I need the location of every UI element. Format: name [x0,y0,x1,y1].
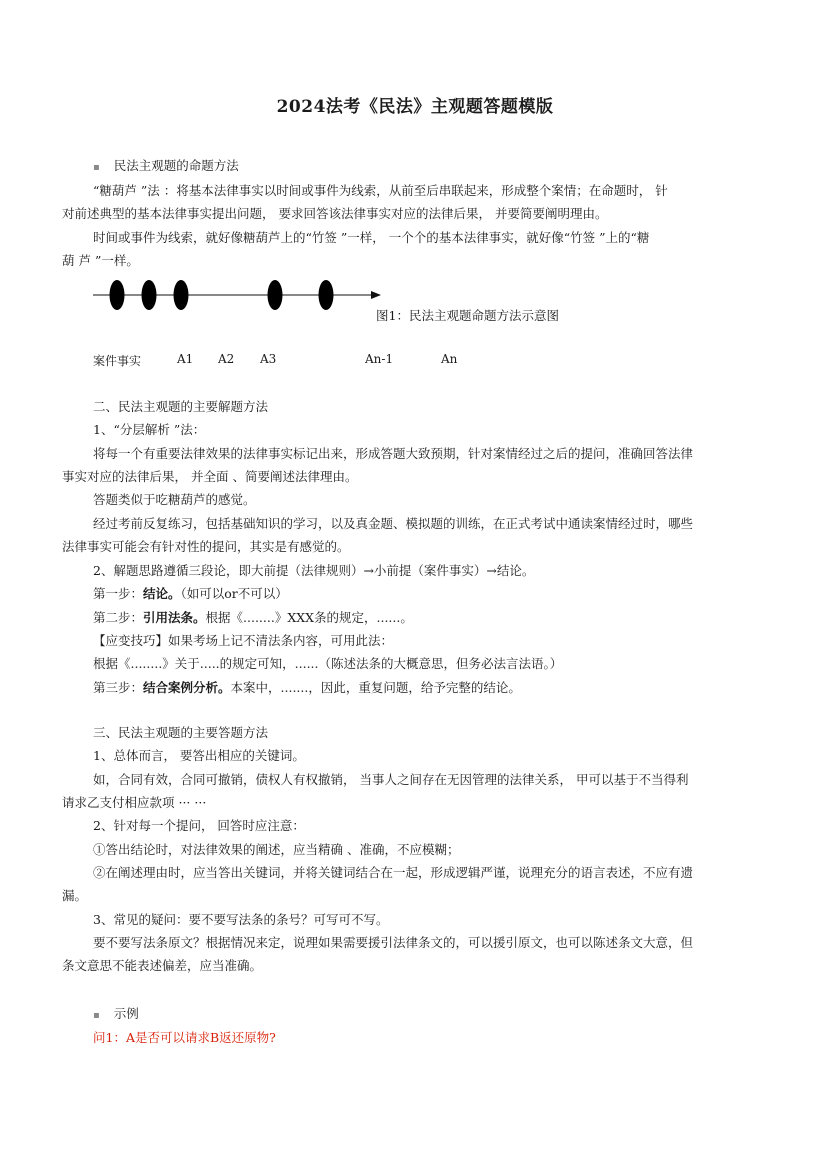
paragraph: 根据《........》关于.....的规定可知，......（陈述法条的大概意思，但务必法言法语。） [93,656,563,671]
paragraph: 葫 芦 ”一样。 [62,253,139,268]
paragraph: 1、“分层解析 ”法： [93,422,206,437]
paragraph: 请求乙支付相应款项 ··· ··· [62,795,207,810]
section-4-heading-text: 示例 [113,1006,139,1021]
label-a1: A1 [177,352,194,366]
bullet-icon: ▪ [93,162,100,173]
step-3: 第三步：结合案例分析。本案中，.......，因此，重复问题，给予完整的结论。 [93,680,521,695]
arrow-head-icon [371,291,381,299]
fact-node-an-1 [268,280,283,310]
paragraph: 条文意思不能表述偏差，应当准确。 [62,958,263,973]
paragraph: ②在阐述理由时，应当答出关键词，并将关键词结合在一起，形成逻辑严谨，说理充分的语言表述，不应有遗 [93,865,694,880]
paragraph: “糖葫芦 ”法 ：将基本法律事实以时间或事件为线索，从前至后串联起来，形成整个案情；在命题时， 针 [93,183,668,198]
paragraph: 时间或事件为线索，就好像糖葫芦上的“竹签 ”一样， 一个个的基本法律事实，就好像“竹签 ”上的“糖 [93,230,650,245]
example-question-1: 问1：A是否可以请求B返还原物? [93,1030,276,1045]
paragraph: 1、总体而言， 要答出相应的关键词。 [93,748,305,763]
label-an-1: An-1 [365,352,394,366]
paragraph: 要不要写法条原文？根据情况来定，说理如果需要援引法律条文的，可以援引原文，也可以陈述条文大意，但 [93,935,694,950]
paragraph: 3、常见的疑问：要不要写法条的条号？可写可不写。 [93,912,389,927]
section-2-heading: 二、民法主观题的主要解题方法 [93,399,269,414]
step-2: 第二步：引用法条。根据《........》XXX条的规定，......。 [93,610,413,625]
section-1-heading [93,158,239,176]
paragraph: 经过考前反复练习，包括基础知识的学习，以及真金题、模拟题的训练，在正式考试中通读案情经过时，哪些 [93,516,694,531]
paragraph: 2、针对每一个提问， 回答时应注意： [93,818,305,833]
paragraph: 漏。 [62,888,88,903]
fact-node-a1 [110,280,125,310]
paragraph: 如，合同有效，合同可撤销，债权人有权撤销， 当事人之间存在无因管理的法律关系， 甲可以基于不当得利 [93,772,689,787]
step-1: 第一步：结论。（如可以or不可以） [93,586,288,601]
section-4-heading [93,1006,139,1024]
label-an: An [441,352,458,366]
paragraph: 将每一个有重要法律效果的法律事实标记出来，形成答题大致预期，针对案情经过之后的提问，准确回答法律 [93,446,694,461]
figure-caption: 图1：民法主观题命题方法示意图 [376,308,559,323]
paragraph: 2、解题思路遵循三段论，即大前提（法律规则）→小前提（案件事实）→结论。 [93,563,535,578]
paragraph: 答题类似于吃糖葫芦的感觉。 [93,492,256,507]
paragraph: 对前述典型的基本法律事实提出问题， 要求回答该法律事实对应的法律后果， 并要简要阐明理由。 [62,206,608,221]
fact-node-an [319,280,334,310]
fact-node-a2 [142,280,157,310]
tanghulu-diagram [93,280,383,314]
label-case-facts: 案件事实 [93,354,142,368]
section-3-heading: 三、民法主观题的主要答题方法 [93,725,269,740]
page-title: 2024法考《民法》主观题答题模版 [276,97,554,117]
paragraph: ①答出结论时，对法律效果的阐述，应当精确 、准确，不应模糊； [93,842,460,857]
tip-heading: 【应变技巧】如果考场上记不清法条内容，可用此法： [93,633,394,648]
section-1-heading-text: 民法主观题的命题方法 [113,158,239,173]
label-a2: A2 [218,352,235,366]
bullet-icon: ▪ [93,1010,100,1021]
paragraph: 法律事实可能会有针对性的提问，其实是有感觉的。 [62,539,350,554]
fact-node-a3 [174,280,189,310]
paragraph: 事实对应的法律后果， 并全面 、简要阐述法律理由。 [62,469,358,484]
label-a3: A3 [260,352,277,366]
